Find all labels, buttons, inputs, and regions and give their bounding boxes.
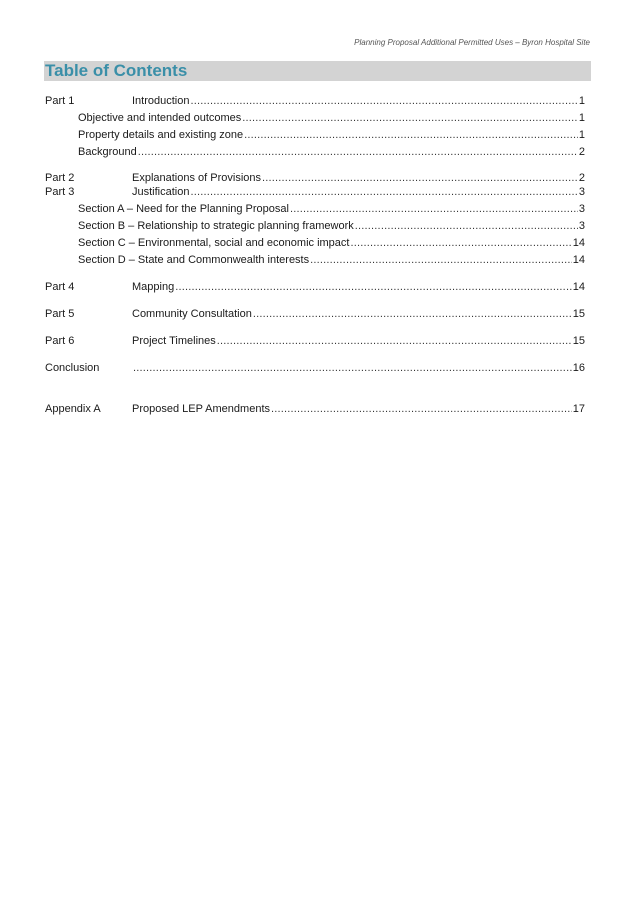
toc-entry-conclusion[interactable] [45, 361, 585, 375]
dot-leader [271, 402, 572, 416]
dot-leader [350, 236, 571, 250]
toc-entry-section-a[interactable] [78, 202, 585, 216]
toc-entry-section-c[interactable] [78, 236, 585, 250]
dot-leader [133, 361, 572, 375]
toc-entry-page: 16 [572, 362, 585, 374]
toc-entry-page: 1 [578, 129, 585, 141]
toc-entry-title: Mapping [132, 281, 175, 293]
dot-leader [217, 334, 572, 348]
toc-entry-label: Part 2 [45, 172, 75, 184]
toc-entry-objective[interactable] [78, 111, 585, 125]
running-header: Planning Proposal Additional Permitted Uses – Byron Hospital Site [354, 38, 590, 47]
toc-entry-label: Part 3 [45, 186, 75, 198]
toc-entry-label: Part 4 [45, 281, 75, 293]
dot-leader [253, 307, 572, 321]
toc-entry-page: 1 [578, 95, 585, 107]
toc-entry-title: Background [78, 146, 137, 158]
toc-entry-page: 3 [578, 220, 585, 232]
toc-entry-label: Appendix A [45, 403, 101, 415]
dot-leader [262, 171, 578, 185]
dot-leader [175, 280, 572, 294]
toc-entry-part-6[interactable] [45, 334, 585, 348]
toc-entry-title: Section B – Relationship to strategic planning framework [78, 220, 354, 232]
toc-entry-title: Proposed LEP Amendments [132, 403, 270, 415]
toc-entry-section-d[interactable] [78, 253, 585, 267]
toc-entry-title: Justification [132, 186, 190, 198]
toc-heading: Table of Contents [45, 61, 188, 80]
toc-entry-title: Section C – Environmental, social and economic impact [78, 237, 350, 249]
toc-entry-label: Part 1 [45, 95, 75, 107]
toc-entry-page: 1 [578, 112, 585, 124]
toc-entry-title: Community Consultation [132, 308, 252, 320]
toc-entry-title: Objective and intended outcomes [78, 112, 242, 124]
dot-leader [310, 253, 572, 267]
toc-entry-page: 14 [572, 254, 585, 266]
toc-entry-label: Conclusion [45, 362, 100, 374]
toc-entry-page: 15 [572, 308, 585, 320]
dot-leader [290, 202, 578, 216]
dot-leader [242, 111, 578, 125]
toc-entry-title: Explanations of Provisions [132, 172, 262, 184]
dot-leader [244, 128, 578, 142]
toc-entry-page: 3 [578, 203, 585, 215]
toc-entry-part-4[interactable] [45, 280, 585, 294]
toc-entry-label: Part 6 [45, 335, 75, 347]
toc-heading-bar [44, 61, 591, 81]
toc-entry-background[interactable] [78, 145, 585, 159]
dot-leader [190, 185, 577, 199]
toc-entry-page: 2 [578, 172, 585, 184]
toc-entry-appendix-a[interactable] [45, 402, 585, 416]
toc-entry-part-5[interactable] [45, 307, 585, 321]
toc-entry-title: Introduction [132, 95, 190, 107]
toc-entry-title: Section A – Need for the Planning Proposal [78, 203, 289, 215]
toc-entry-title: Section D – State and Commonwealth interests [78, 254, 310, 266]
toc-entry-page: 17 [572, 403, 585, 415]
dot-leader [138, 145, 578, 159]
toc-entry-page: 14 [572, 281, 585, 293]
toc-entry-page: 14 [572, 237, 585, 249]
toc-entry-section-b[interactable] [78, 219, 585, 233]
toc-entry-property-details[interactable] [78, 128, 585, 142]
toc-entry-part-3[interactable] [45, 185, 585, 199]
dot-leader [355, 219, 578, 233]
toc-entry-page: 15 [572, 335, 585, 347]
toc-entry-part-2[interactable] [45, 171, 585, 185]
toc-entry-title: Property details and existing zone [78, 129, 244, 141]
toc-entry-page: 2 [578, 146, 585, 158]
toc-entry-title: Project Timelines [132, 335, 216, 347]
dot-leader [190, 94, 577, 108]
toc-entry-label: Part 5 [45, 308, 75, 320]
toc-entry-part-1[interactable] [45, 94, 585, 108]
toc-entry-page: 3 [578, 186, 585, 198]
